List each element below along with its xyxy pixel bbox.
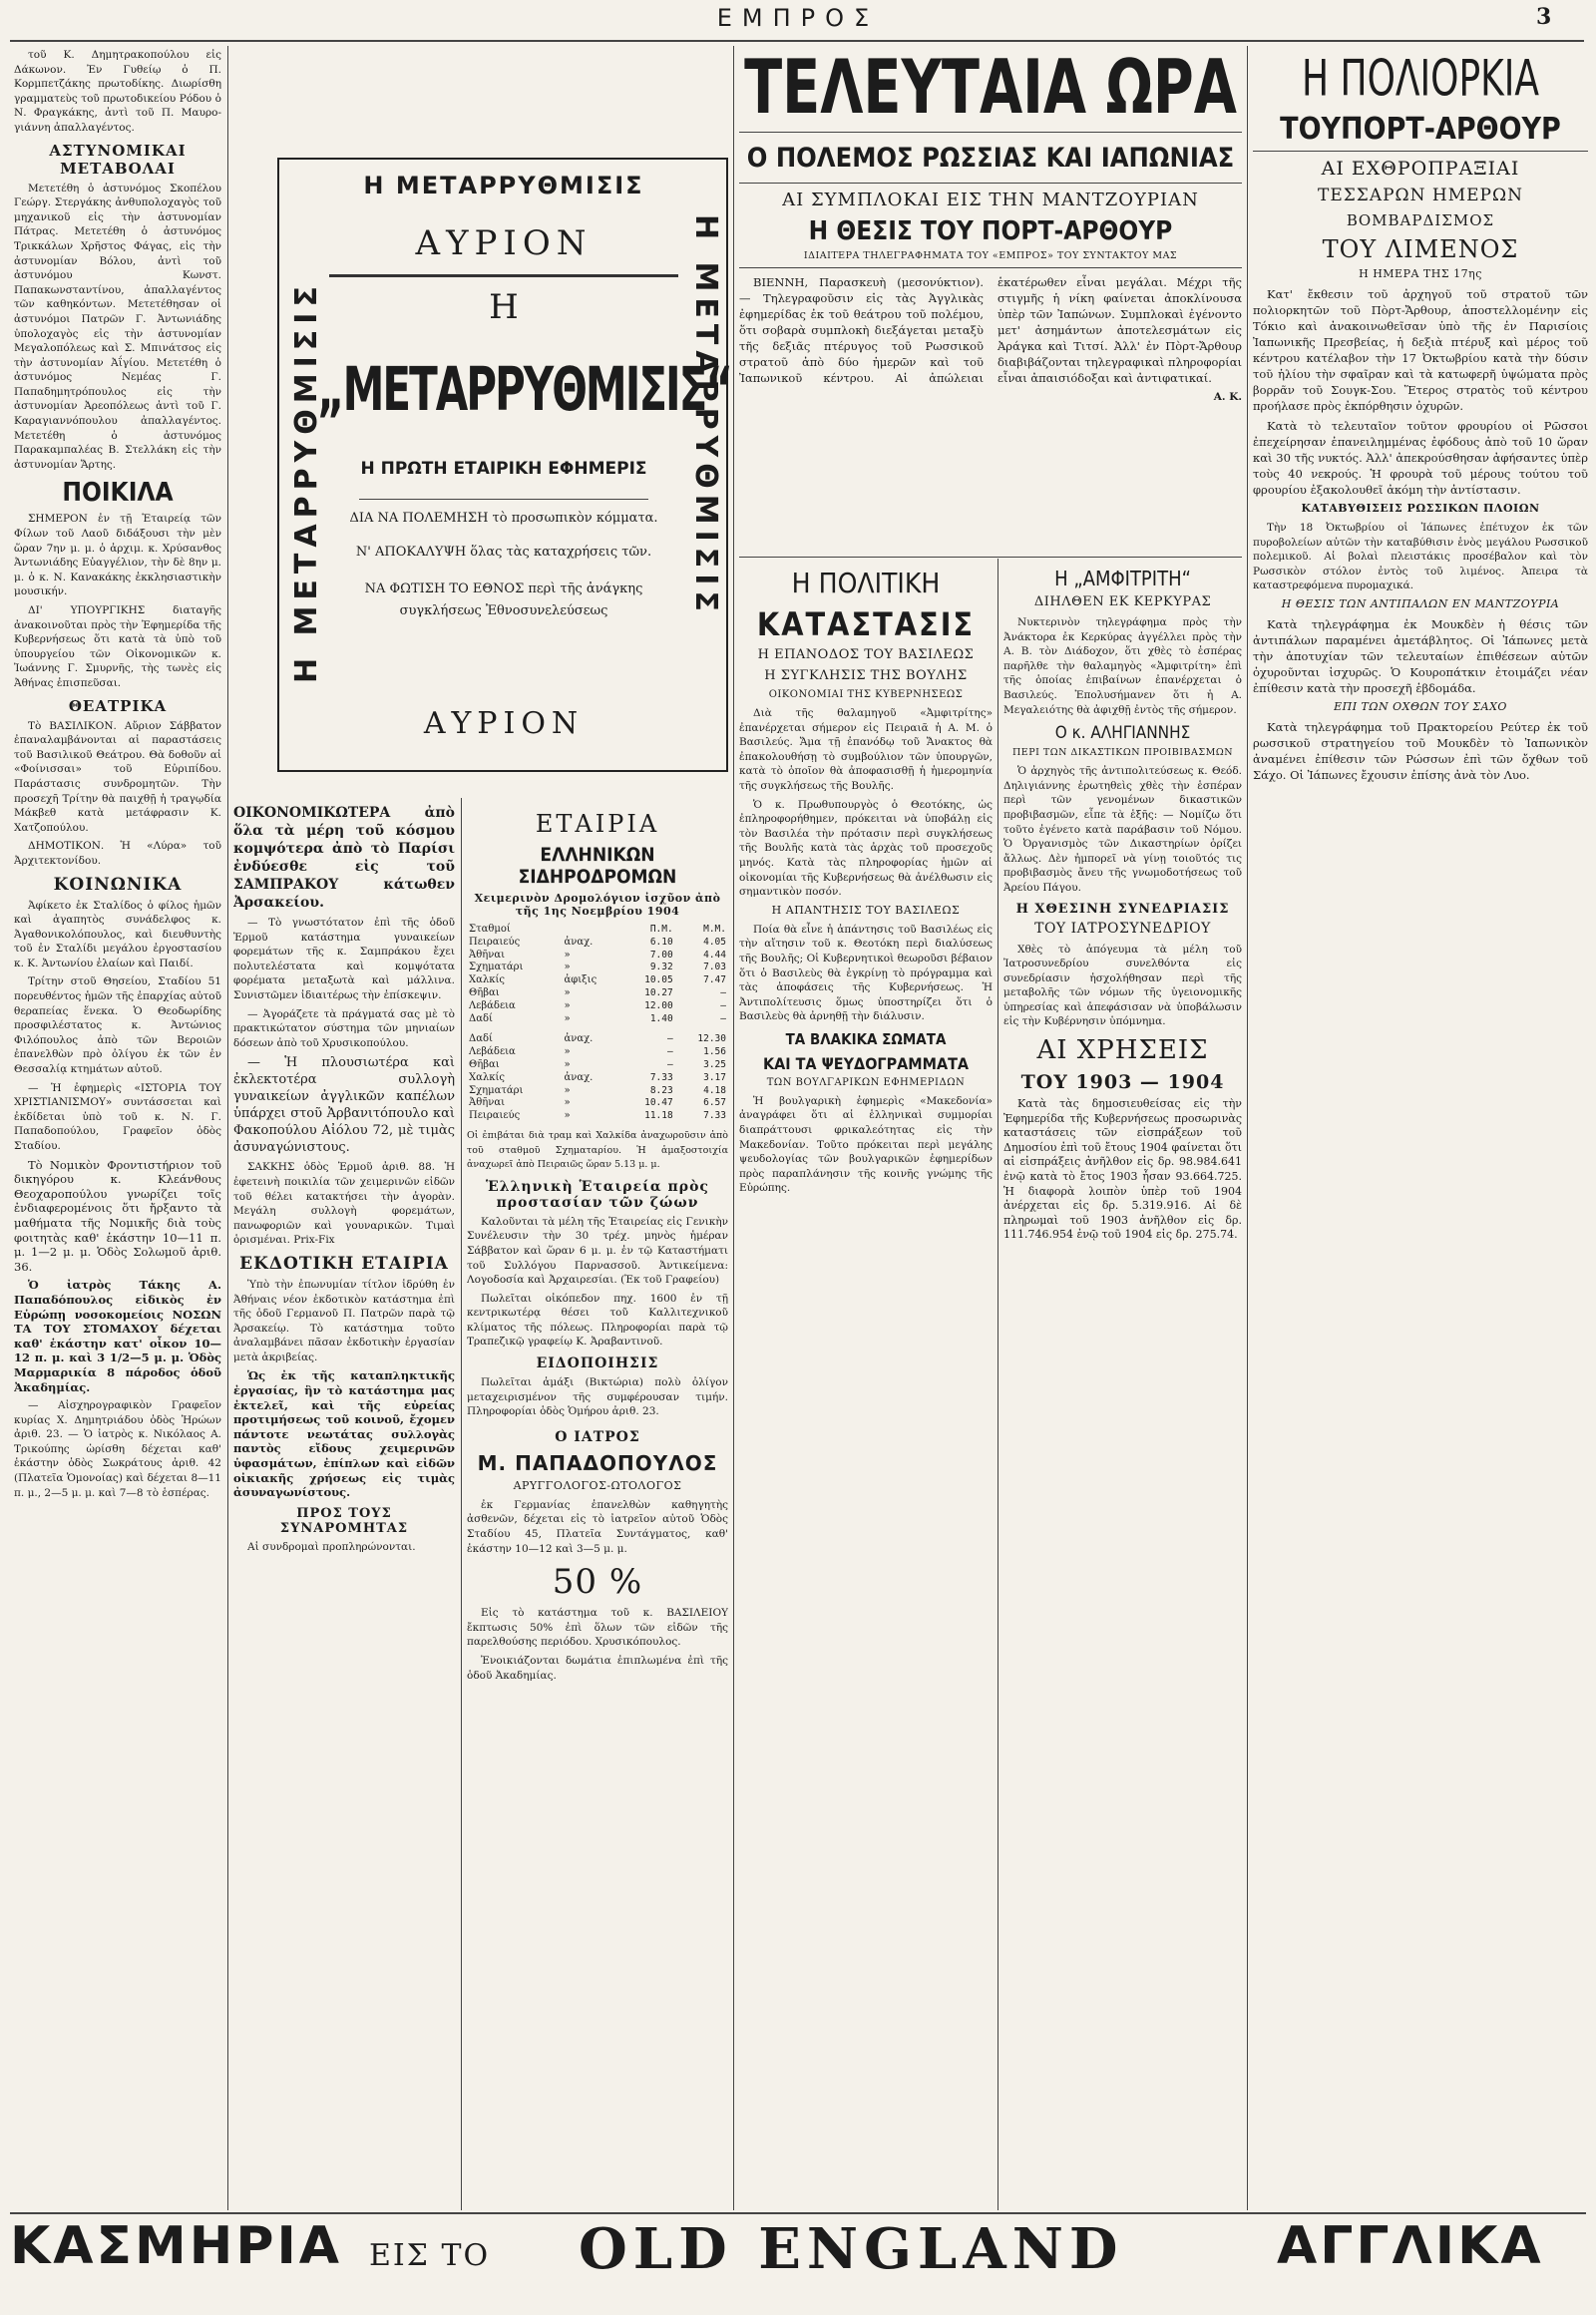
ad-avrion: ΑΥΡΙΟΝ [415, 223, 593, 263]
article-text: Νυκτερινὸν τηλεγράφημα πρὸς τὴν Ἀνάκτορα ἐκ Κερκύρας ἀγγέλλει πρὸς τὴν Α. Β. τὸν Διάδοχον, ὅτι χθὲς τὸ ἑσπέρας παρῆλθε τὴν θαλαμηγὸς «Ἀμφιτρίτη» ἐπὶ τῆς ὁποίας ἐπιβαίνων ἐπανέρχεται ὁ Βασιλεύς. Ἐπολυσήμανεν ὅτι ἡ Α. Μεγαλειότης θὰ ἀφιχθῇ ἐντὸς τῆς σήμερον. [1003, 616, 1242, 716]
article-text: Πωλεῖται οἰκόπεδον πηχ. 1600 ἐν τῇ κεντρικωτέρᾳ θέσει τοῦ Καλλιτεχνικοῦ κλίματος τῆς πόλεως. Πληροφορίαι παρὰ τῷ Τραπεζικῷ γραφείῳ Κ. Ἀραβαντινοῦ. [467, 1292, 728, 1349]
article-text: Τρίτην στοῦ Θησείου, Σταδίου 51 πορευθέντος ἡμῶν τῆς ἐπαρχίας αὐτοῦ θεραπείας ἕνεκα. Ὁ Θεοδωρίδης προσφιλέστατος κ. Ἀντώνιος Φιλόπουλος ἀπὸ τῶν Βεροιῶν ἐπανελθὼν πρὸ ὀλίγου ἐκ τῶν ἐν Θεσσαλίᾳ κτημάτων αὐτοῦ. [14, 975, 221, 1076]
subhead-russian-ships-sunk: ΚΑΤΑΒΥΘΙΣΕΙΣ ΡΩΣΣΙΚΩΝ ΠΛΟΙΩΝ [1301, 502, 1540, 515]
discount-big: 50 % [552, 1562, 643, 1603]
article-text: Ὡς ἐκ τῆς καταπληκτικῆς ἐργασίας, ἣν τὸ κατάστημα μας ἐκτελεῖ, καὶ τῆς εὐρείας προτιμήσεως τοῦ κοινοῦ, ἔχομεν πάντοτε νεωτάτας συλλογὰς παντὸς εἴδους χειμερινῶν ὑφασμάτων, ἐπίπλων καὶ εἰδῶν οἰκιακῆς χρήσεως εἰς τιμὰς ἀσυναγωνίστους. [233, 1368, 455, 1500]
evening-time: 7.33 [703, 1110, 726, 1122]
station-name: Ἀθῆναι [469, 1097, 505, 1109]
headline-amfitriti: Η „ΑΜΦΙΤΡΙΤΗ“ [1054, 567, 1191, 590]
ad-side-text-right: Η ΜΕΤΑΡΡΥΘΜΙΣΙΣ [688, 214, 723, 617]
arrival-type: » [564, 999, 571, 1011]
evening-time: 3.25 [703, 1058, 726, 1070]
article-text: Ὑπὸ τὴν ἐπωνυμίαν τίτλον ἱδρύθη ἐν Ἀθήναις νέον ἐκδοτικὸν κατάστημα ἐπὶ τῆς ὁδοῦ Γερμανοῦ Π. Πατρῶν παρὰ τῷ Ἀρσακείῳ. Τὸ κατάστημα τοῦτο ἀναλαμβάνει πᾶσαν ἐκδοτικὴν ἐργασίαν μετὰ ἀκριβείας. [233, 1278, 455, 1363]
headline-siege: Η ΠΟΛΙΟΡΚΙΑ [1302, 50, 1539, 108]
headline-special-telegrams: ΙΔΙΑΙΤΕΡΑ ΤΗΛΕΓΡΑΦΗΜΑΤΑ ΤΟΥ «ΕΜΠΡΟΣ» ΤΟΥ ΣΥΝΤΑΚΤΟΥ ΜΑΣ [803, 250, 1178, 261]
subhead-medical-congress: ΤΟΥ ΙΑΤΡΟΣΥΝΕΔΡΙΟΥ [1034, 920, 1211, 937]
subhead-opponents-position: Η ΘΕΣΙΣ ΤΩΝ ΑΝΤΙΠΑΛΩΝ ΕΝ ΜΑΝΤΖΟΥΡΙΑ [1281, 596, 1560, 610]
morning-time: 8.23 [649, 1084, 673, 1096]
station-name: Σχηματάρι [469, 1084, 524, 1096]
page-number: 3 [1536, 4, 1552, 30]
evening-time: — [720, 999, 726, 1011]
doctor-specialty: ΑΡΥΓΓΟΛΟΓΟΣ-ΩΤΟΛΟΓΟΣ [513, 1478, 682, 1492]
rule [739, 183, 1242, 184]
header-mm: Μ.Μ. [703, 924, 726, 935]
arrival-type: ἀναχ. [564, 936, 594, 948]
column-rule [733, 46, 734, 2210]
ad-rule [359, 499, 648, 500]
rule [739, 267, 1242, 268]
evening-time: — [720, 986, 726, 998]
column-7 [1253, 46, 1588, 2210]
evening-time: 4.05 [703, 936, 726, 948]
timetable-subtitle: Χειμερινὸν Δρομολόγιον ἰσχῦον ἀπὸ τῆς 1ης Νοεμβρίου 1904 [474, 892, 721, 918]
station-name: Θῆβαι [469, 1058, 500, 1070]
column-3 [233, 804, 455, 2210]
headline-last-hour: ΤΕΛΕΥΤΑΙΑ ΩΡΑ [744, 46, 1237, 132]
station-name: Δαδί [469, 1012, 493, 1024]
morning-time: 7.00 [649, 949, 673, 961]
article-text: Κατὰ τὰς δημοσιευθείσας εἰς τὴν Ἐφημερίδα τῆς Κυβερνήσεως προσωρινὰς καταστάσεις τῶν εἰσπράξεων τοῦ Δημοσίου ἐπὶ τοῦ ἔτους 1904 φαίνεται ὅτι αἱ εἰσπράξεις ἀνῆλθον εἰς δρ. 98.984.641 ἐνῷ κατὰ τὸ ἔτος 1903 ἦσαν 93.664.725. Ἡ διαφορὰ λοιπὸν ὑπὲρ τοῦ 1904 ἀνέρχεται εἰς δρ. 5.319.916. Αἱ δὲ πληρωμαὶ τοῦ 1903 ἀνῆλθον εἰς δρ. 111.746.954 ἐνῷ τοῦ 1904 εἰς δρ. 275.74. [1003, 1097, 1242, 1242]
masthead [0, 0, 1596, 40]
article-text: Κατὰ τηλεγράφημα ἐκ Μουκδὲν ἡ θέσις τῶν ἀντιπάλων παραμένει ἀμετάβλητος. Οἱ Ἰάπωνες μετὰ τὴν ἀποτυχίαν τῶν τελευταίων ἐπιθέσεων αὐτῶν ὀχυροῦνται ἰσχυρῶς. Ὁ Κουροπάτκιν ἐτοιμάζει νέαν ἐπίθεσιν κατὰ τὴν προσεχῆ ἑβδομάδα. [1253, 616, 1588, 695]
station-name: Θῆβαι [469, 986, 500, 998]
arrival-type: » [564, 1097, 571, 1109]
article-text: Κατὰ τηλεγράφημα τοῦ Πρακτορείου Ρεύτερ ἐκ τοῦ ρωσσικοῦ στρατηγείου τοῦ Μουκδὲν τὸ Ἰαπωνικὸν ἀναμένει ἐπίθεσιν τῶν Ρώσσων ἐπὶ τῶν ὄχθων τοῦ Σάχο. Οἱ Ἰάπωνες ἔχουσιν ἐπίσης ἀνὰ τὸν Λυο. [1253, 719, 1588, 782]
subhead-four-days: ΤΕΣΣΑΡΩΝ ΗΜΕΡΩΝ [1318, 186, 1523, 205]
headline-manchuria: ΑΙ ΣΥΜΠΛΟΚΑΙ ΕΙΣ ΤΗΝ ΜΑΝΤΖΟΥΡΙΑΝ [782, 190, 1199, 210]
station-name: Ἀθῆναι [469, 949, 505, 961]
morning-time: 10.27 [644, 986, 673, 998]
article-text: — Ἡ πλουσιωτέρα καὶ ἐκλεκτοτέρα συλλογὴ γυναικείων ἀγγλικῶν καπέλων ὑπάρχει στοῦ Ἀρβανιτόπουλο καὶ Φακοπούλου Αἰόλου 72, μὲ τιμὰς ἀσυναγώνιστους. [233, 1055, 455, 1156]
subhead-king-answer: Η ΑΠΑΝΤΗΣΙΣ ΤΟΥ ΒΑΣΙΛΕΩΣ [771, 903, 961, 917]
article-text: Διὰ τῆς θαλαμηγοῦ «Ἀμφιτρίτης» ἐπανέρχεται σήμερον εἰς Πειραιᾶ ἡ Α. Μ. ὁ Βασιλεύς. Ἄμα τῇ ἐπανόδῳ τοῦ Ἄνακτος θὰ ἐπακολουθήσῃ τὸ συμβούλιον τῶν ὑπουργῶν, κατὰ τὸ ὁποῖον θὰ ἀποφασισθῇ ἡ ἡμερομηνία τῆς συγκλήσεως τῆς Βουλῆς. [739, 707, 993, 792]
evening-time: 4.44 [703, 949, 726, 961]
evening-time: 3.17 [703, 1071, 726, 1083]
station-name: Σχηματάρι [469, 962, 524, 973]
headline-to-subscribers: ΠΡΟΣ ΤΟΥΣ ΣΥΝΑΡΟΜΗΤΑΣ [279, 1505, 409, 1536]
headline-yesterday-session: Η ΧΘΕΣΙΝΗ ΣΥΝΕΔΡΙΑΣΙΣ [1015, 901, 1230, 917]
article-text: Ὁ κ. Πρωθυπουργὸς ὁ Θεοτόκης, ὡς ἐπληροφορήθημεν, πρόκειται νὰ ὑποβάλῃ εἰς τὸν Βασιλέα τὴν πρότασιν περὶ συγκλήσεως τῆς Βουλῆς κατὰ τὰς ἀρχὰς τοῦ προσεχοῦς μηνός. Κατὰ τὰς πληροφορίας ἡμῶν αἱ οἰκονομίαι τῆς Κυβερνήσεως θὰ ἀνέλθωσιν εἰς σημαντικὸν ποσόν. [739, 798, 993, 899]
subhead-economies: ΟΙΚΟΝΟΜΙΑΙ ΤΗΣ ΚΥΒΕΡΝΗΣΕΩΣ [768, 689, 964, 700]
headline-vlach-bands: ΤΑ ΒΛΑΚΙΚΑ ΣΩΜΑΤΑ [785, 1029, 947, 1048]
railway-company-title: ΕΤΑΙΡΙΑ [535, 810, 660, 838]
column-4 [467, 804, 728, 2210]
timetable-row [467, 962, 728, 974]
headline-deligiannis: Ο κ. ΑΛΗΓΙΑΝΝΗΣ [1054, 723, 1191, 744]
morning-time: 11.18 [644, 1110, 673, 1122]
banner-word-at: ΕΙΣ ΤΟ [369, 2238, 491, 2273]
article-text: ΣΑΚΚΗΣ ὁδὸς Ἑρμοῦ ἀριθ. 88. Ἡ ἐφετεινὴ ποικιλία τῶν χειμερινῶν εἰδῶν τοῦ θέλει κατακτήσει τὴν ἀγορὰν. Μεγάλη συλλογὴ φορεμάτων, πανωφοριῶν καὶ γουναρικῶν. Τιμαὶ ὁρισμέναι. Prix-Fix [233, 1161, 455, 1247]
headline-situation: ΚΑΤΑΣΤΑΣΙΣ [756, 605, 976, 643]
headline-theatre: ΘΕΑΤΡΙΚΑ [68, 696, 168, 715]
headline-notice: ΕΙΔΟΠΟΙΗΣΙΣ [536, 1355, 659, 1372]
station-name: Λεβάδεια [469, 1046, 516, 1058]
arrival-type: ἀναχ. [564, 1071, 594, 1083]
column-rule [1247, 46, 1248, 2210]
column-1 [14, 48, 221, 2210]
article-text: — Ἡ ἐφημερὶς «ΙΣΤΟΡΙΑ ΤΟΥ ΧΡΙΣΤΙΑΝΙΣΜΟΥ» συντάσσεται καὶ ἐκδίδεται ὑπὸ τοῦ κ. Ν. Γ. Παπαδοπούλου, Γραφεῖον ὁδὸς Σταδίου. [14, 1081, 221, 1152]
doctor-label: Ο ΙΑΤΡΟΣ [555, 1428, 640, 1445]
ad-side-text-left: Η ΜΕΤΑΡΡΥΘΜΙΣΙΣ [289, 280, 324, 683]
rule [1253, 151, 1588, 152]
arrival-type: » [564, 1058, 571, 1070]
banner-word-english: ΑΓΓΛΙΚΑ [1277, 2216, 1544, 2276]
ad-top: Η ΜΕΤΑΡΡΥΘΜΙΣΙΣ [363, 172, 644, 199]
subhead-parliament: Η ΣΥΓΚΛΗΣΙΣ ΤΗΣ ΒΟΥΛΗΣ [764, 668, 968, 683]
column-6 [1003, 561, 1242, 2210]
article-text: Ἀφίκετο ἐκ Σταλίδος ὁ φίλος ἡμῶν καὶ ἀγαπητὸς συνάδελφος κ. Ἀγαθονικολόπουλος, καὶ διευθυντὴς τοῦ ἐν Σταλίδι μεγάλου ἐργοστασίου κ. Κ. Ἀντωνίου ἐλαίων καὶ Παιδί. [14, 899, 221, 969]
timetable-row [467, 1085, 728, 1098]
arrival-type: » [564, 949, 571, 961]
station-name: Πειραιεύς [469, 936, 521, 948]
evening-time: — [720, 1012, 726, 1024]
subhead-day-17: Η ΗΜΕΡΑ ΤΗΣ 17ης [1359, 267, 1482, 280]
headline-miscellaneous: ΠΟΙΚΙΛΑ [62, 478, 174, 509]
article-text: Μετετέθη ὁ ἀστυνόμος Σκοπέλου Γεώργ. Στεργάκης ἀνθυπολοχαγὸς τοῦ μηχανικοῦ εἰς τὴν ἀστυνομίαν Πάτρας. Μετετέθη ὁ ἀστυνόμος Τρικκάλων Χρῆστος Φάγας, εἰς τὴν ἀστυνομίαν Βόλου, ἀντὶ τοῦ ἀστυνόμου Κωνστ. Παπακωνσταντίνου, ἀπαλλαγέντος τῶν καθηκόντων. Μετετέθησαν οἱ ἀστυνόμοι Πατρῶν Γ. Ἀντωνιάδης ὑπολοχαγὸς εἰς τὴν ἀστυνομίαν Μεγαλοπόλεως καὶ Σ. Μπινάτσος εἰς τὴν ἀστυνομίαν Ἀΐγίου. Μετετέθη ὁ ἀστυνόμος Νεμέας Γ. Παπαδημητρόπουλος εἰς τὴν ἀστυνομίαν Ἀρεοπόλεως ἀντὶ τοῦ Γ. Καραγιαννόπουλου ἀπαλλαγέντος. Μετετέθη ὁ ἀστυνόμος Παρακαμπαλέας Β. Στελλάκη εἰς τὴν ἀστυνομίαν Ἄρτης. [14, 182, 221, 471]
doctor-name: Μ. ΠΑΠΑΔΟΠΟΥΛΟΣ [477, 1450, 718, 1475]
rule [739, 132, 1242, 133]
banner-brand: OLD ENGLAND [579, 2216, 1124, 2282]
timetable-row [467, 1097, 728, 1110]
arrival-type: ἀναχ. [564, 1033, 594, 1045]
headline-false-letters: ΚΑΙ ΤΑ ΨΕΥΔΟΓΡΑΜΜΑΤΑ [762, 1053, 970, 1073]
ad-big-title: „ΜΕΤΑΡΡΥΘΜΙΣΙΣ“ [317, 353, 731, 425]
column-rule [461, 798, 462, 2210]
morning-time: 6.10 [649, 936, 673, 948]
station-name: Χαλκίς [469, 1071, 505, 1083]
headline-port-arthur-siege: ΤΟΥΠΟΡΤ-ΑΡΘΟΥΡ [1280, 112, 1561, 147]
subhead-1903-1904: ΤΟΥ 1903 — 1904 [1020, 1071, 1225, 1094]
column-5-bottom [739, 561, 993, 2210]
masthead-rule [10, 40, 1584, 42]
morning-time: — [666, 1046, 673, 1058]
arrival-type: » [564, 1084, 571, 1096]
article-text: Ὁ ἀρχηγὸς τῆς ἀντιπολιτεύσεως κ. Θεόδ. Δηλιγιάννης ἐρωτηθεὶς χθὲς τὴν ἑσπέραν περὶ τῶν γενομένων δικαστικῶν προβιβασμῶν, εἶπε τὰ ἑξῆς: — Νομίζω ὅτι τοῦτο ἐγένετο κατὰ παράβασιν τοῦ Νόμου. Ὁ Ὀργανισμὸς τῶν Δικαστηρίων ὁρίζει ἄλλως. Δὲν ἠμπορεῖ νὰ γίνῃ τοιοῦτός τις προβιβασμὸς ἄνευ τῆς γνωμοδοτήσεως τοῦ Ἀρείου Πάγου. [1003, 765, 1242, 894]
article-signature: Α. Κ. [1213, 391, 1242, 403]
morning-time: 10.05 [644, 974, 673, 986]
article-text: ΔΗΜΟΤΙΚΟΝ. Ἡ «Λύρα» τοῦ Ἀρχιτεκτονίδου. [14, 840, 221, 867]
column-5-top [739, 46, 1242, 557]
article-text: — Αἰσχηρογραφικὸν Γραφεῖον κυρίας Χ. Δημητριάδου ὁδὸς Ἡρώων ἀριθ. 23. — Ὁ ἰατρὸς κ. Νικόλαος Α. Τρικούπης ὡρίσθη δέχεται καθ' ἑκάστην ὁδὸς Σωκράτους ἀριθ. 42 (Πλατεῖα Ὁμονοίας) καὶ δέχεται 8—11 π. μ., 2—5 μ. μ. καὶ 7—8 τὸ ἑσπέρας. [14, 1399, 221, 1499]
article-text: Ὁ ἰατρὸς Τάκης Α. Παπαδόπουλος εἰδικὸς ἐν Εὐρώπῃ νοσοκομείοις ΝΟΣΩΝ ΤΑ ΤΟΥ ΣΤΟΜΑΧΟΥ δέχεται καθ' ἑκάστην κατ' οἶκον 10—12 π. μ. καὶ 3 1/2—5 μ. μ. Ὁδὸς Μαρμαρικία 8 πάροδος ὁδοῦ Ἀκαδημίας. [14, 1278, 221, 1394]
article-text: — Τὸ γνωστότατον ἐπὶ τῆς ὁδοῦ Ἑρμοῦ κατάστημα γυναικείων φορεμάτων τῆς κ. Σαμπράκου ἔχει πολυτελέστατα καὶ κομψότατα φορέματα μεταξωτὰ καὶ μάλλινα. Συνιστῶμεν ἰδιαιτέρως τὴν ἐπίσκεψιν. [233, 917, 455, 1001]
article-text: Ἐνοικιάζονται δωμάτια ἐπιπλωμένα ἐπὶ τῆς ὁδοῦ Ἀκαδημίας. [467, 1655, 728, 1682]
article-text: ΔΙ' ΥΠΟΥΡΓΙΚΗΣ διαταγῆς ἀνακοινοῦται πρὸς τὴν Ἐφημερίδα τῆς Κυβερνήσεως ὅτι κατὰ τὰ ὑπὸ τοῦ ὑπουργείου τῶν Οἰκονομικῶν κ. Ἰωάννης Γ. Σμυρνῆς, τὴς τωνὲς εἰς Ἀθήνας ἐπισπεῦσαι. [14, 604, 221, 689]
article-text: Ἡ βουλγαρικὴ ἐφημερὶς «Μακεδονία» ἀναγράφει ὅτι αἱ ἑλληνικαὶ συμμορίαι διαπράττουσι φρικαλεότητας εἰς τὴν Μακεδονίαν. Τοῦτο πρόκειται περὶ μεγάλης ψευδολογίας τῶν βουλγαρικῶν ἐφημερίδων πρὸς παραπλάνησιν τῆς κοινῆς γνώμης τῆς Εὐρώπης. [739, 1094, 993, 1195]
article-text: Τὸ Νομικὸν Φροντιστήριον τοῦ δικηγόρου κ. Κλεάνθους Θεοχαροπούλου γνωρίζει τοῖς ἐνδιαφερομένοις ὅτι ἤρξαντο τὰ μαθήματα τῆς Νομικῆς διὰ τοὺς φοιτητὰς καθ' ἑκάστην 10—11 π. μ. 1—2 μ. μ. Ὁδὸς Σολωμοῦ ἀριθ. 36. [14, 1157, 221, 1274]
subhead-harbour: ΤΟΥ ΛΙΜΕΝΟΣ [1322, 235, 1519, 263]
ad-h: Η [489, 287, 519, 327]
timetable-row [467, 1013, 728, 1026]
timetable-row [467, 937, 728, 950]
table-header [467, 924, 728, 937]
article-text: Κατὰ τὸ τελευταῖον τοῦτον φρουρίου οἱ Ρῶσσοι ἐπεχείρησαν ἐπανειλημμένας ἐφόδους ἀπὸ τοῦ 10 ὥραν καὶ 30 τῆς νυκτός. Ἀλλ' ἀπεκρούσθησαν ἀφήσαντες ὑπὲρ τοὺς 40 νεκρούς. Ἡ φρουρὰ τοῦ μέρους τούτου τοῦ φρουρίου ἐξακολουθεῖ ἀκόμη τὴν ἀντίστασιν. [1253, 419, 1588, 497]
headline-publishing-company: ΕΚΔΟΤΙΚΗ ΕΤΑΙΡΙΑ [239, 1253, 449, 1274]
article-text: Αἱ συνδρομαὶ προπληρώνονται. [247, 1540, 416, 1553]
subhead-king-return: Η ΕΠΑΝΟΔΟΣ ΤΟΥ ΒΑΣΙΛΕΩΣ [757, 647, 975, 662]
article-text: ΟΙΚΟΝΟΜΙΚΩΤΕΡΑ ἀπὸ ὅλα τὰ μέρη τοῦ κόσμου κομψότερα ἀπὸ τὸ Παρίσι ἐνδύεσθε εἰς τοῦ ΣΑΜΠΡΑΚΟΥ κάτωθεν Ἀρσακείου. [233, 805, 455, 911]
evening-time: 6.57 [703, 1097, 726, 1109]
ad-first-paper: Η ΠΡΩΤΗ ΕΤΑΙΡΙΚΗ ΕΦΗΜΕΡΙΣ [360, 459, 647, 479]
subhead-judicial-promotions: ΠΕΡΙ ΤΩΝ ΔΙΚΑΣΤΙΚΩΝ ΠΡΟΙΒΙΒΑΣΜΩΝ [1011, 747, 1234, 759]
evening-time: 1.56 [703, 1046, 726, 1058]
arrival-type: ἀφιξις [564, 974, 598, 986]
headline-police-changes: ΑΣΤΥΝΟΜΙΚΑΙ ΜΕΤΑΒΟΛΑΙ [49, 141, 187, 178]
morning-time: 9.32 [649, 962, 673, 973]
article-text: Ποία θὰ εἶνε ἡ ἀπάντησις τοῦ Βασιλέως εἰς τὴν αἴτησιν τοῦ κ. Θεοτόκη περὶ διαλύσεως τῆς Βουλῆς; Οἱ Κυβερνητικοὶ θεωροῦσι βέβαιον ὅτι ὁ Βασιλεὺς θὰ ἐγκρίνῃ τὸ πρόγραμμα καὶ τὰς ἀποφάσεις τῆς Κυβερνήσεως. Ἡ Ἀντιπολίτευσις ὅμως ὑποστηρίζει ὅτι ὁ Βασιλεὺς θὰ ἀρνηθῇ τὴν διάλυσιν. [739, 923, 993, 1023]
ad-line-1: ΔΙΑ ΝΑ ΠΟΛΕΜΗΣΗ τὸ προσωπικὸν κόμματα. [349, 511, 658, 526]
arrival-type: » [564, 986, 571, 998]
railway-timetable [467, 924, 728, 1123]
morning-time: 12.00 [644, 999, 673, 1011]
evening-time: 7.47 [703, 974, 726, 986]
timetable-row [467, 1033, 728, 1046]
evening-time: 7.03 [703, 962, 726, 973]
column-rule [227, 46, 228, 2210]
timetable-row [467, 1059, 728, 1072]
subhead-bulgarian-papers: ΤΩΝ ΒΟΥΛΓΑΡΙΚΩΝ ΕΦΗΜΕΡΙΔΩΝ [766, 1076, 966, 1088]
headline-fiscal-years: ΑΙ ΧΡΗΣΕΙΣ [1036, 1035, 1209, 1066]
station-name: Χαλκίς [469, 974, 505, 986]
timetable-row [467, 974, 728, 987]
arrival-type: » [564, 962, 571, 973]
subhead-corfu: ΔΙΗΛΘΕΝ ΕΚ ΚΕΡΚΥΡΑΣ [1033, 594, 1212, 609]
banner-word-cashmere: ΚΑΣΜΗΡΙΑ [10, 2216, 343, 2276]
morning-time: 10.47 [644, 1097, 673, 1109]
headline-port-arthur: Η ΘΕΣΙΣ ΤΟΥ ΠΟΡΤ-ΑΡΘΟΥΡ [808, 216, 1173, 246]
railway-company-subtitle: ΕΛΛΗΝΙΚΩΝ ΣΙΔΗΡΟΔΡΟΜΩΝ [518, 844, 677, 888]
morning-time: — [666, 1033, 673, 1045]
headline-animal-protection: Ἑλληνικὴ Ἑταιρεία πρὸς προστασίαν τῶν ζώων [486, 1178, 709, 1211]
old-england-banner [10, 2216, 1586, 2296]
article-text: Καλοῦνται τὰ μέλη τῆς Ἑταιρείας εἰς Γενικὴν Συνέλευσιν τὴν 30 τρέχ. μηνὸς ἡμέραν Σάββατον καὶ ὥραν 6 μ. μ. ἐν τῷ Καταστήματι τοῦ Συλλόγου Παρνασσοῦ. Ἀντικείμενα: Λογοδοσία καὶ Ἀρχαιρεσίαι. (Ἐκ τοῦ Γραφείου) [467, 1215, 728, 1287]
station-name: Λεβάδεια [469, 999, 516, 1011]
ad-rule [329, 274, 678, 277]
headline-russia-japan-war: Ο ΠΟΛΕΜΟΣ ΡΩΣΣΙΑΣ ΚΑΙ ΙΑΠΩΝΙΑΣ [746, 143, 1235, 174]
station-name: Πειραιεύς [469, 1110, 521, 1122]
header-station: Σταθμοί [469, 924, 511, 935]
timetable-row [467, 987, 728, 1000]
morning-time: 1.40 [649, 1012, 673, 1024]
article-text: — Ἀγοράζετε τὰ πράγματά σας μὲ τὸ πρακτικώτατον σύστημα τῶν μηνιαίων δόσεων ἀπὸ τοῦ Χρυσικοπούλου. [233, 1007, 455, 1049]
ad-line-2: Ν' ΑΠΟΚΑΛΥΨΗ ὅλας τὰς καταχρήσεις τῶν. [355, 545, 652, 560]
timetable-row [467, 950, 728, 963]
timetable-row [467, 1072, 728, 1085]
morning-time: — [666, 1058, 673, 1070]
evening-time: 4.18 [703, 1084, 726, 1096]
morning-time: 7.33 [649, 1071, 673, 1083]
masthead-title: ΕΜΠΡΟΣ [716, 4, 880, 32]
arrival-type: » [564, 1046, 571, 1058]
timetable-row [467, 1000, 728, 1013]
article-text: Πωλεῖται ἁμάξι (Βικτώρια) πολὺ ὀλίγον μεταχειρισμένον τῆς συμφέρουσαν τιμήν. Πληροφορίαι ὁδὸς Ὁμήρου ἀριθ. 23. [467, 1376, 728, 1418]
rule [739, 557, 1242, 558]
headline-social: ΚΟΙΝΩΝΙΚΑ [53, 874, 183, 895]
header-pm: Π.Μ. [649, 924, 673, 935]
article-text: Εἰς τὸ κατάστημα τοῦ κ. ΒΑΣΙΛΕΙΟΥ ἔκπτωσις 50% ἐπὶ ὅλων τῶν εἰδῶν τῆς παρελθούσης περιόδου. Χρυσικόπουλος. [467, 1607, 728, 1649]
timetable-row [467, 1046, 728, 1059]
arrival-type: » [564, 1110, 571, 1122]
timetable-note: Οἱ ἐπιβάται διὰ τραμ καὶ Χαλκίδα ἀναχωροῦσιν ἀπὸ τοῦ σταθμοῦ Σχηματαρίου. Ἡ ἁμαξοστοιχία ἀναχωρεῖ ἀπὸ Πειραιῶς ὥραν 5.13 μ. μ. [467, 1129, 728, 1171]
station-name: Δαδί [469, 1033, 493, 1045]
article-text: Κατ' ἔκθεσιν τοῦ ἀρχηγοῦ τοῦ στρατοῦ τῶν πολιορκητῶν τοῦ Πὸρτ-Ἄρθουρ, ἀποστελλομένην εἰς Τόκιο καὶ ἀνακοινωθεῖσαν ὑπὸ τῆς ἐν Παρισίοις Ἰαπωνικῆς Πρεσβείας, ἡ δεξιὰ πτέρυξ καὶ μέρος τοῦ κέντρου κατέλαβον τὴν 17 Ὀκτωβρίου κατὰ τὴν δύσιν τοῦ ἡλίου τὴν σφαῖραν καὶ τὰ κατωφερῆ ὑψώματα πρὸς βορρᾶν τοῦ Σουγκ-Σου. Ἕτερος στρατὸς τοῦ κέντρου προήλασε πρὸς ἐκπόρθησιν ὀχυρῶν. [1253, 287, 1588, 413]
headline-political: Η ΠΟΛΙΤΙΚΗ [791, 567, 941, 599]
article-text: τοῦ Κ. Δημητρακοπούλου εἰς Δάκωνον. Ἐν Γυθείῳ ὁ Π. Κορμπετζάκης πρωτοδίκης. Διωρίσθη γραμματεὺς τοῦ πρωτοδικείου Ρόδου ὁ Ν. Φραγκάκης, ἀντὶ τοῦ Π. Μαυρο-γιάννη ἀπαλλαγέντος. [14, 49, 221, 134]
timetable-row [467, 1110, 728, 1123]
subhead-hostilities: ΑΙ ΕΧΘΡΟΠΡΑΞΙΑΙ [1321, 158, 1520, 180]
ad-avrion-bottom: ΑΥΡΙΟΝ [423, 706, 585, 741]
article-text: Τὴν 18 Ὀκτωβρίου οἱ Ἰάπωνες ἐπέτυχον ἐκ τῶν πυροβολείων αὐτῶν τὴν καταβύθισιν ἑνὸς μεγάλου Ρωσσικοῦ πολεμικοῦ. Αἱ βολαὶ πλειστάκις προσέβαλον καὶ τὸν Ρωσσικὸν στόλον ἐντὸς τοῦ λιμένος. Ἀπειρα τὰ καταστρεφόμενα πυρομαχικά. [1253, 522, 1588, 592]
evening-time: 12.30 [697, 1033, 726, 1045]
article-text: Τὸ ΒΑΣΙΛΙΚΟΝ. Αὔριον Σάββατον ἐπαναλαμβάνονται αἱ παραστάσεις τοῦ Βασιλικοῦ Θεάτρου. Θὰ δοθοῦν αἱ «Φοίνισσαι» τοῦ Εὐριπίδου. Παράστασις συνδρομητῶν. Τὴν προσεχῆ Τρίτην θὰ παιχθῇ ἡ τραγῳδία Μάκβεθ κατὰ μετάφρασιν Κ. Χατζοπούλου. [14, 719, 221, 834]
article-text: ἐκ Γερμανίας ἐπανελθὼν καθηγητὴς ἀσθενῶν, δέχεται εἰς τὸ ἰατρεῖον αὐτοῦ Ὁδὸς Σταδίου 45, Πλατεῖα Συντάγματος, καθ' ἑκάστην 10—12 καὶ 3—5 μ. μ. [467, 1498, 728, 1555]
banner-rule [10, 2212, 1586, 2214]
subhead-sacho-banks: ΕΠΙ ΤΩΝ ΟΧΘΩΝ ΤΟΥ ΣΑΧΟ [1334, 699, 1507, 713]
ad-line-3: ΝΑ ΦΩΤΙΣΗ ΤΟ ΕΘΝΟΣ περὶ τῆς ἀνάγκης συγκλήσεως Ἐθνοσυνελεύσεως [364, 581, 643, 618]
article-text: Χθὲς τὸ ἀπόγευμα τὰ μέλη τοῦ Ἰατροσυνεδρίου συνελθόντα εἰς συνεδρίασιν ἠσχολήθησαν περὶ τῆς μεταβολῆς τῶν νόμων τῆς ὑγειονομικῆς ὑπηρεσίας καὶ ἀπεφάσισαν νὰ ὑποβάλωσιν εἰς τὴν Κυβέρνησιν ὑπόμνημα. [1003, 943, 1242, 1028]
article-text: ΒΙΕΝΝΗ, Παρασκευὴ (μεσονύκτιον). — Τηλεγραφοῦσιν εἰς τὰς Ἀγγλικὰς ἐφημερίδας ἐκ τοῦ θεάτρου τοῦ πολέμου, ὅτι σοβαρὰ συμπλοκὴ διεξάγεται μεταξὺ τῆς δεξιᾶς πτέρυγος τοῦ Ρωσσικοῦ στρατοῦ ἀπὸ δύο ἡμερῶν καὶ τοῦ Ἰαπωνικοῦ κέντρου. Αἱ ἀπώλειαι ἑκατέρωθεν εἶναι μεγάλαι. Μέχρι τῆς στιγμῆς ἡ νίκη φαίνεται ἀποκλίνουσα ὑπὲρ τῶν Ἰαπώνων. Συμπλοκαὶ ἐγένοντο μετ' ἀσημάντων ἀποτελεσμάτων εἰς Ἀράγκα καὶ Τιτσί. Ἀλλ' ἐν Πὸρτ-Ἄρθουρ διαβιβάζονται τηλεγραφικαὶ πληροφορίαι εἶναι ἀπαισιόδοξαι καὶ ἀντιφατικαί. [739, 275, 1242, 385]
arrival-type: » [564, 1012, 571, 1024]
subhead-bombardment: ΒΟΜΒΑΡΔΙΣΜΟΣ [1346, 211, 1495, 229]
article-text: ΣΗΜΕΡΟΝ ἐν τῇ Ἑταιρείᾳ τῶν Φίλων τοῦ Λαοῦ διδάξουσι τὴν μὲν ὥραν 7ην μ. μ. ὁ ἀρχιμ. κ. Χρύσανθος Ἀντωνιάδης Εὐαγγέλιον, τὴν δὲ 8ην μ. μ. ὁ κ. Ν. Κανακάκης ἐκκλησιαστικὴν μουσικήν. [14, 513, 221, 598]
